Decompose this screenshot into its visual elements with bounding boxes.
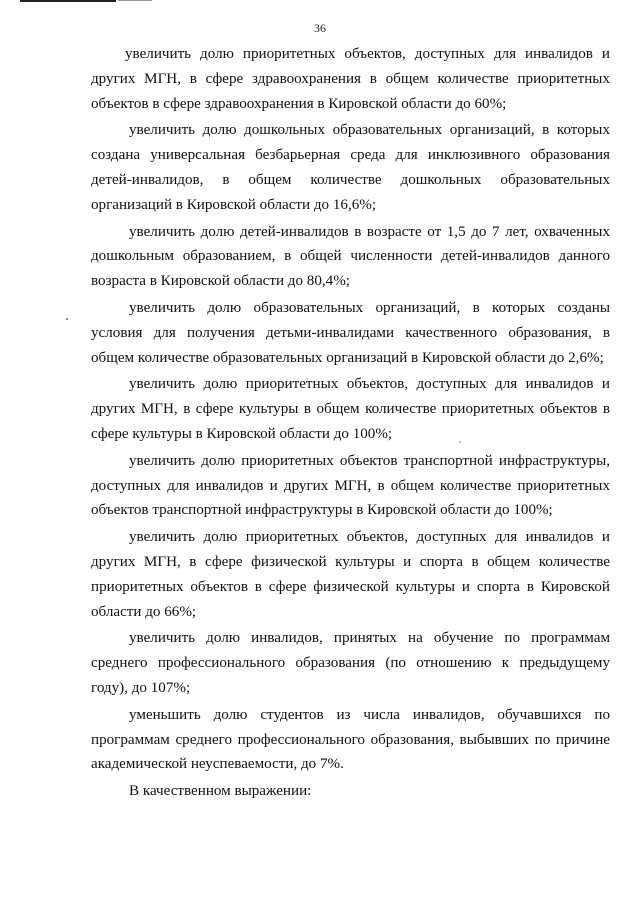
scan-artifact-line-faint [118, 0, 152, 1]
paragraph: увеличить долю приоритетных объектов транспортной инфраструктуры, доступных для инвалидов и других МГН, в общем количестве приоритетных объектов транспортной инфраструктуры в Кировской области до 100%; [91, 452, 610, 519]
paragraph: увеличить долю образовательных организаций, в которых созданы условия для получения детьми-инвалидами качественного образования, в общем количестве образовательных организаций в Кировской области до 2,6%; [91, 299, 610, 366]
paragraph: увеличить долю приоритетных объектов, доступных для инвалидов и других МГН, в сфере физической культуры и спорта в общем количестве приоритетных объектов в сфере физической культуры и спорта в Кировской области до 66%; [91, 529, 610, 620]
paragraph: увеличить долю инвалидов, принятых на обучение по программам среднего профессионального образования (по отношению к предыдущему году), до 107%; [91, 630, 610, 696]
paragraph: В качественном выражении: [129, 783, 312, 800]
paragraph: увеличить долю приоритетных объектов, доступных для инвалидов и других МГН, в сфере здравоохранения в общем количестве приоритетных объектов в сфере здравоохранения в Кировской области до 60%; [91, 46, 610, 112]
paragraph: увеличить долю приоритетных объектов, доступных для инвалидов и других МГН, в сфере культуры в общем количестве приоритетных объектов в сфере культуры в Кировской области до 100%; [91, 376, 610, 442]
body-text [91, 42, 610, 806]
scan-speck [66, 318, 68, 320]
page-number: 36 [314, 21, 326, 35]
scan-artifact-line [20, 0, 116, 2]
paragraph: уменьшить долю студентов из числа инвалидов, обучавшихся по программам среднего профессионального образования, выбывших по причине академической неуспеваемости, до 7%. [91, 706, 610, 773]
paragraph: увеличить долю детей-инвалидов в возрасте от 1,5 до 7 лет, охваченных дошкольным образованием, в общей численности детей-инвалидов данного возраста в Кировской области до 80,4%; [91, 223, 610, 290]
paragraph: увеличить долю дошкольных образовательных организаций, в которых создана универсальная безбарьерная среда для инклюзивного образования детей-инвалидов, в общем количестве дошкольных образовательных организаций в Кировской области до 16,6%; [91, 122, 610, 213]
